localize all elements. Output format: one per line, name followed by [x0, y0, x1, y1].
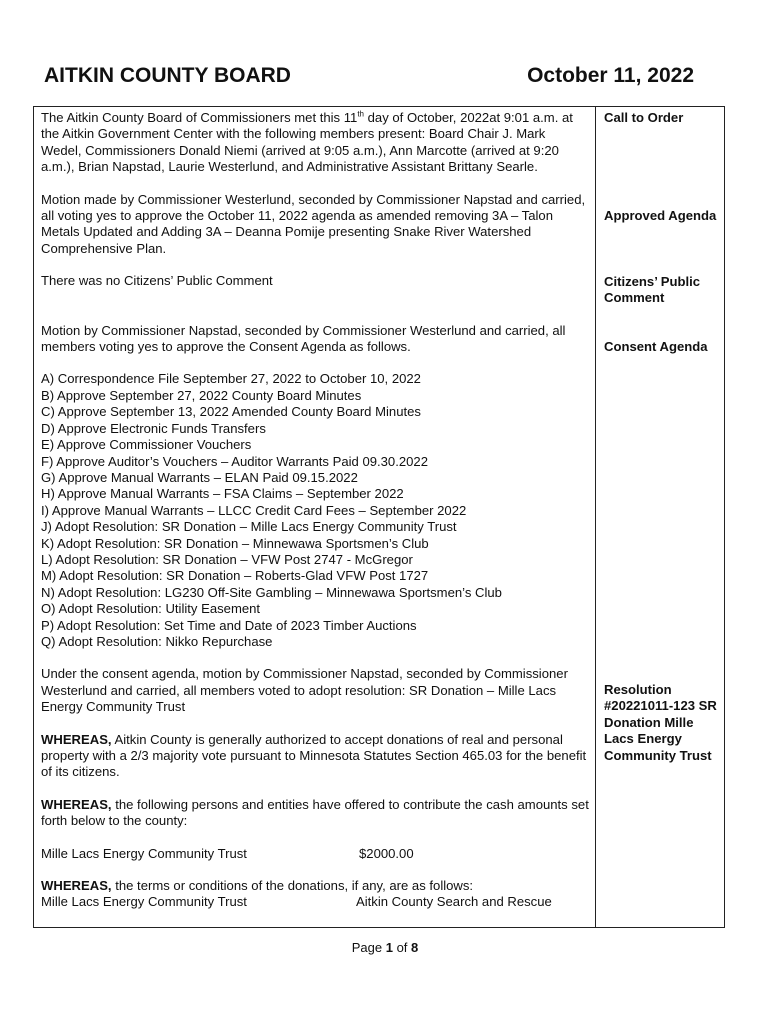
list-item: O) Adopt Resolution: Utility Easement — [41, 601, 261, 617]
donation-amount: $2000.00 — [359, 845, 414, 861]
whereas-offer-paragraph — [41, 797, 589, 830]
consent-motion-paragraph: Motion by Commissioner Napstad, seconded by Commissioner Westerlund and carried, all members voting yes to approve the Consent Agenda as follows. — [41, 322, 566, 355]
list-item: K) Adopt Resolution: SR Donation – Minnewawa Sportsmen’s Club — [41, 535, 429, 551]
citizens-comment-paragraph: There was no Citizens’ Public Comment — [41, 273, 273, 289]
list-item: C) Approve September 13, 2022 Amended County Board Minutes — [41, 404, 421, 420]
donation-donor: Mille Lacs Energy Community Trust — [41, 845, 247, 861]
call-to-order-paragraph — [41, 110, 589, 176]
whereas-terms-text: the terms or conditions of the donations, if any, are as follows: — [111, 878, 474, 894]
terms-row — [41, 894, 589, 910]
side-label-resolution: Resolution #20221011-123 SR Donation Mille Lacs Energy Community Trust — [604, 682, 717, 763]
list-item: L) Adopt Resolution: SR Donation – VFW Post 2747 - McGregor — [41, 551, 413, 567]
side-label-approved-agenda: Approved Agenda — [604, 208, 717, 223]
list-item: B) Approve September 27, 2022 County Board Minutes — [41, 387, 362, 403]
list-item: N) Adopt Resolution: LG230 Off-Site Gambling – Minnewawa Sportsmen’s Club — [41, 584, 502, 600]
agenda-motion-paragraph: Motion made by Commissioner Westerlund, seconded by Commissioner Napstad and carried, all voting yes to approve the October 11, 2022 agenda as amended removing 3A – Talon Metals Updated and Adding 3A – Deanna Pomije presenting Snake River Watershed Comprehensive Plan. — [41, 191, 586, 256]
consent-agenda-list — [41, 371, 589, 650]
whereas-authority-paragraph — [41, 732, 589, 781]
list-item: E) Approve Commissioner Vouchers — [41, 437, 252, 453]
side-label-call-to-order: Call to Order — [604, 110, 684, 125]
whereas-terms-paragraph — [41, 878, 589, 894]
minutes-body — [41, 110, 589, 911]
call-to-order-text-start: The Aitkin County Board of Commissioners met this 11 — [41, 110, 358, 125]
page-total: 8 — [411, 940, 419, 955]
of-word: of — [392, 940, 412, 955]
board-title: AITKIN COUNTY BOARD — [44, 64, 291, 87]
list-item: I) Approve Manual Warrants – LLCC Credit Card Fees – September 2022 — [41, 502, 467, 518]
meeting-date: October 11, 2022 — [527, 64, 694, 87]
side-label-consent-agenda: Consent Agenda — [604, 339, 708, 354]
call-to-order-text-rest: day of October, 2022at 9:01 a.m. at the Aitkin Government Center with the following members present: Board Chair J. Mark Wedel, Commissioners Donald Niemi (arrived at 9:05 a.m.), Ann Marcotte (arrived at 9:20 a.m.), Brian Napstad, Laurie Westerlund, and Administrative Assistant Brittany Searle. — [41, 110, 573, 175]
whereas-authority-text: Aitkin County is generally authorized to accept donations of real and personal property with a 2/3 majority vote pursuant to Minnesota Statutes Section 465.03 for the benefit of its citizens. — [41, 731, 587, 780]
terms-donor: Mille Lacs Energy Community Trust — [41, 894, 247, 910]
list-item: M) Adopt Resolution: SR Donation – Roberts-Glad VFW Post 1727 — [41, 568, 429, 584]
whereas-offer-text: the following persons and entities have offered to contribute the cash amounts set forth below to the county: — [41, 796, 589, 829]
list-item: Q) Adopt Resolution: Nikko Repurchase — [41, 633, 273, 649]
whereas-keyword: WHEREAS, — [41, 731, 112, 747]
list-item: P) Adopt Resolution: Set Time and Date of 2023 Timber Auctions — [41, 617, 417, 633]
list-item: F) Approve Auditor’s Vouchers – Auditor Warrants Paid 09.30.2022 — [41, 453, 428, 469]
side-label-citizens-comment: Citizens’ Public Comment — [604, 274, 701, 306]
list-item: J) Adopt Resolution: SR Donation – Mille Lacs Energy Community Trust — [41, 519, 457, 535]
list-item: A) Correspondence File September 27, 2022 to October 10, 2022 — [41, 371, 421, 387]
list-item: G) Approve Manual Warrants – ELAN Paid 09.15.2022 — [41, 469, 358, 485]
list-item: D) Approve Electronic Funds Transfers — [41, 420, 266, 436]
page-footer — [0, 940, 770, 955]
list-item: H) Approve Manual Warrants – FSA Claims – September 2022 — [41, 486, 404, 502]
whereas-keyword: WHEREAS, — [41, 878, 112, 894]
terms-purpose: Aitkin County Search and Rescue — [356, 894, 552, 910]
page-number: 1 — [385, 940, 393, 955]
ordinal-suffix: th — [357, 109, 364, 119]
column-divider — [595, 106, 596, 928]
resolution-intro-paragraph: Under the consent agenda, motion by Commissioner Napstad, seconded by Commissioner Westerlund and carried, all members voted to adopt resolution: SR Donation – Mille Lacs Energy Community Trust — [41, 666, 568, 715]
donation-row — [41, 846, 589, 862]
page-word: Page — [351, 940, 386, 955]
whereas-keyword: WHEREAS, — [41, 796, 112, 812]
document-header — [44, 64, 694, 94]
